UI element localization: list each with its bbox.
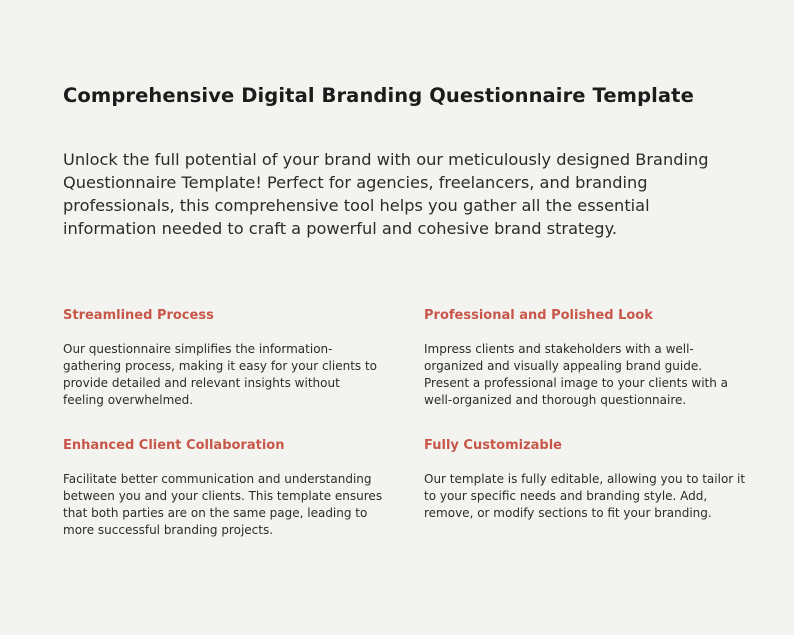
feature-professional-look (424, 308, 749, 409)
page-title: Comprehensive Digital Branding Questionnaire Template (63, 84, 694, 107)
feature-body: Our template is fully editable, allowing you to tailor it to your specific needs and branding style. Add, remove, or modify sections to fit your branding. (424, 472, 746, 520)
feature-client-collaboration (63, 438, 383, 539)
feature-body: Facilitate better communication and understanding between you and your clients. This template ensures that both parties are on the same page, leading to more successful branding projects. (63, 472, 383, 537)
feature-heading: Fully Customizable (424, 438, 562, 453)
feature-heading: Professional and Polished Look (424, 308, 653, 323)
feature-streamlined-process (63, 308, 383, 409)
feature-heading: Enhanced Client Collaboration (63, 438, 285, 453)
intro-paragraph: Unlock the full potential of your brand with our meticulously designed Branding Questionnaire Template! Perfect for agencies, freelancers, and branding professionals, this comprehensive tool helps you gather all the essential information needed to craft a powerful and cohesive brand strategy. (63, 150, 709, 238)
document-page (63, 0, 753, 635)
feature-heading: Streamlined Process (63, 308, 214, 323)
feature-body: Our questionnaire simplifies the information-gathering process, making it easy for your clients to provide detailed and relevant insights without feeling overwhelmed. (63, 342, 378, 407)
feature-fully-customizable (424, 438, 749, 522)
feature-body: Impress clients and stakeholders with a well-organized and visually appealing brand guide. Present a professional image to your clients with a well-organized and thorough questionnaire. (424, 342, 729, 407)
